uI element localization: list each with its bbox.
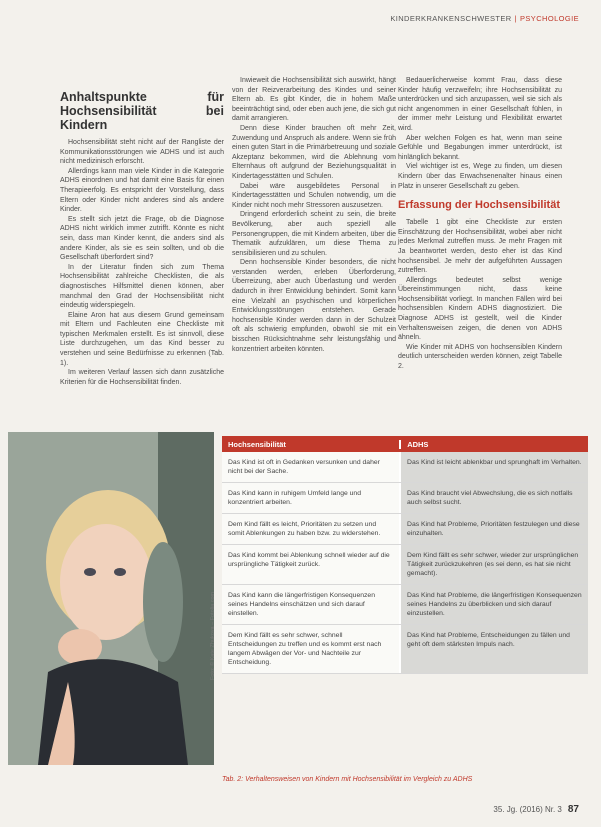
column-1 [60, 90, 224, 387]
table-row [222, 625, 588, 674]
paragraph: Aber welchen Folgen es hat, wenn man seine Gefühle und Begabungen immer unterdrückt, ist hinlänglich bekannt. [398, 134, 562, 161]
section-title: Anhaltspunkte für Hochsensibilität bei Kindern [60, 90, 224, 132]
table-cell: Dem Kind fällt es sehr schwer, wieder zur ursprünglichen Tätigkeit zurückzukehren (es sei denn, es hat sie nicht gemacht). [399, 545, 588, 584]
section-name: PSYCHOLOGIE [520, 14, 579, 23]
table-cell: Das Kind kann in ruhigem Umfeld lange und konzentriert arbeiten. [222, 483, 399, 513]
table-row [222, 585, 588, 625]
table-header [222, 436, 588, 452]
table-cell: Das Kind hat Probleme, Prioritäten festzulegen und diese einzuhalten. [399, 514, 588, 544]
page-footer [493, 804, 579, 815]
paragraph: Wie Kinder mit ADHS von hochsensiblen Kindern deutlich unterscheiden werden können, zeigt Tabelle 2. [398, 343, 562, 371]
header-adhs: ADHS [399, 440, 588, 449]
paragraph: Denn hochsensible Kinder besonders, die nicht verstanden werden, erleben Überforderung, Überreizung, aber auch Überlastung und werden dadurch in ihrer Entwicklung behindert. Somit kann eine Vielzahl an psychischen und körperlichen Entwicklungsstörungen entstehen. Gerade hochsensible Kinder werden dann in der Schulzeit oft als schwierig empfunden, obwohl sie mit ein bisschen Rücksichtnahme sehr leistungsfähig und konzentriert arbeiten könnten. [232, 259, 396, 353]
paragraph: Dringend erforderlich scheint zu sein, die breite Bevölkerung, aber auch speziell alle Personengruppen, die mit Kindern arbeiten, über die Thematik aufzuklären, um diese Thema zu sensibilisieren und zu schulen. [232, 211, 396, 257]
paragraph: Viel wichtiger ist es, Wege zu finden, um diesen Kindern über das Erwachsenenalter hinaus einen Platz in unserer Gesellschaft zu geben. [398, 163, 562, 190]
table-cell: Das Kind ist oft in Gedanken versunken und daher nicht bei der Sache. [222, 452, 399, 482]
table-cell: Das Kind hat Probleme, Entscheidungen zu fällen und geht oft dem stärksten Impuls nach. [399, 625, 588, 673]
table-cell: Das Kind braucht viel Abwechslung, die es sich notfalls auch selbst sucht. [399, 483, 588, 513]
subsection-title: Erfassung der Hochsensibilität [398, 199, 560, 212]
paragraph: Denn diese Kinder brauchen oft mehr Zeit, Zuwendung und Anspruch als andere. Wenn sie früh einen guten Start in die Primärbetreuung und soziale Akzeptanz bekommen, wird die Ablehnung vom Elternhaus oft aufgrund der Beziehungsqualität in Kindertagesstätten und Schulen. [232, 124, 396, 180]
page-number: 87 [567, 804, 579, 815]
running-header [390, 14, 579, 23]
paragraph: Dabei wäre ausgebildetes Personal in Kindertagesstätten und Schulen notwendig, um die Kinder nicht noch mehr Stressoren auszusetzen. [232, 182, 396, 209]
table-cell: Das Kind kommt bei Ablenkung schnell wieder auf die ursprüngliche Tätigkeit zurück. [222, 545, 399, 584]
magazine-name: KINDERKRANKENSCHWESTER [390, 14, 512, 23]
table-caption: Tab. 2: Verhaltensweisen von Kindern mit Hochsensibilität im Vergleich zu ADHS [222, 776, 473, 783]
column-2 [232, 76, 396, 354]
table-row [222, 514, 588, 545]
header-hochsensibilitaet: Hochsensibilität [228, 439, 286, 449]
table-cell: Das Kind ist leicht ablenkbar und sprunghaft im Verhalten. [399, 452, 588, 482]
table-cell: Das Kind kann die längerfristigen Konsequenzen seines Handelns einschätzen und sich darauf einstellen. [222, 585, 399, 624]
issue-info: 35. Jg. (2016) Nr. 3 [493, 805, 562, 814]
table-cell: Dem Kind fällt es sehr schwer, schnell Entscheidungen zu treffen und es kommt erst nach langem Abwägen der Vor- und Nachteile zur Entscheidung. [222, 625, 399, 673]
paragraph: Tabelle 1 gibt eine Checkliste zur ersten Einschätzung der Hochsensibilität, wobei aber nicht jedes Merkmal zutreffen muss. Je mehr Fragen mit Ja beantwortet werden, desto eher ist das Kind hochsensibel. Je mehr der aufgeführten Aussagen zutreffen. [398, 219, 562, 275]
table-row [222, 452, 588, 483]
table-row [222, 545, 588, 585]
column-3 [398, 76, 562, 372]
table-cell: Dem Kind fällt es leicht, Prioritäten zu setzen und somit Ablenkungen zu haben bzw. zu widerstehen. [222, 514, 399, 544]
paragraph: Allerdings bedeutet selbst wenige Übereinstimmungen nicht, dass keine Hochsensibilität vorliegt. In manchen Fällen wird bei hochsensiblen Kindern ADHS diagnostiziert. Die Diagnose ADHS ist gestellt, weil die Kinder Verhaltensweisen zeigen, die denen von ADHS ähneln. [398, 276, 562, 342]
table-cell: Das Kind hat Probleme, die längerfristigen Konsequenzen seines Handelns zu überblicken und sich darauf einzustellen. [399, 585, 588, 624]
child-photo [8, 432, 214, 765]
header-separator: | [514, 14, 517, 23]
paragraph: Es stellt sich jetzt die Frage, ob die Diagnose ADHS nicht wirklich immer zutrifft. Könnte es nicht sein, dass man Kinder kennt, die anders sind als andere Kinder, als sie es sein sollten, und ob die Gesellschaft überfordert sind? [60, 215, 224, 262]
paragraph: Inwieweit die Hochsensibilität sich auswirkt, hängt von der Reizverarbeitung des Kindes und seiner Eltern ab. Es gibt Kinder, die in hohem Maße beeinträchtigt sind, oder eben auch jene, die sich gut damit arrangieren. [232, 77, 396, 123]
paragraph: Allerdings kann man viele Kinder in die Kategorie ADHS einordnen und hat damit eine Basis für einen Therapieerfolg. Es entspricht der Vorstellung, dass Eltern oder Kinder nicht anderes sind als andere Kinder. [60, 167, 224, 214]
paragraph: In der Literatur finden sich zum Thema Hochsensibilität zahlreiche Checklisten, die als diagnostisches Hilfsmittel dienen können, aber manchmal den Grad der Hochsensibilität nicht eindeutig widerspiegeln. [60, 263, 224, 310]
table-row [222, 483, 588, 514]
paragraph: Elaine Aron hat aus diesem Grund gemeinsam mit Eltern und Fachleuten eine Checkliste mit typischen Merkmalen erstellt. Es ist sinnvoll, diese Liste durchzugehen, um das Kind besser zu verstehen und seine Bedürfnisse zu erkennen (Tab. 1). [60, 311, 224, 367]
paragraph: Im weiteren Verlauf lassen sich dann zusätzliche Kriterien für die Hochsensibilität finden. [60, 369, 224, 386]
child-illustration [8, 432, 214, 765]
paragraph: Bedauerlicherweise kommt Frau, dass diese Kinder häufig verzweifeln; ihre Hochsensibilität zu unterdrücken und sich anzupassen, weil sie sich als nicht angenommen in einer Gesellschaft fühlen, in der immer mehr Leistung und Flexibilität erwartet wird. [398, 77, 562, 132]
photo-credit: Foto: © Kate Zhukova – Fotolia.com [210, 591, 216, 680]
comparison-table [222, 436, 588, 674]
paragraph: Hochsensibilität steht nicht auf der Rangliste der Kommunikationsstörungen wie ADHS und ist auch nicht medizinisch erforscht. [60, 139, 224, 166]
